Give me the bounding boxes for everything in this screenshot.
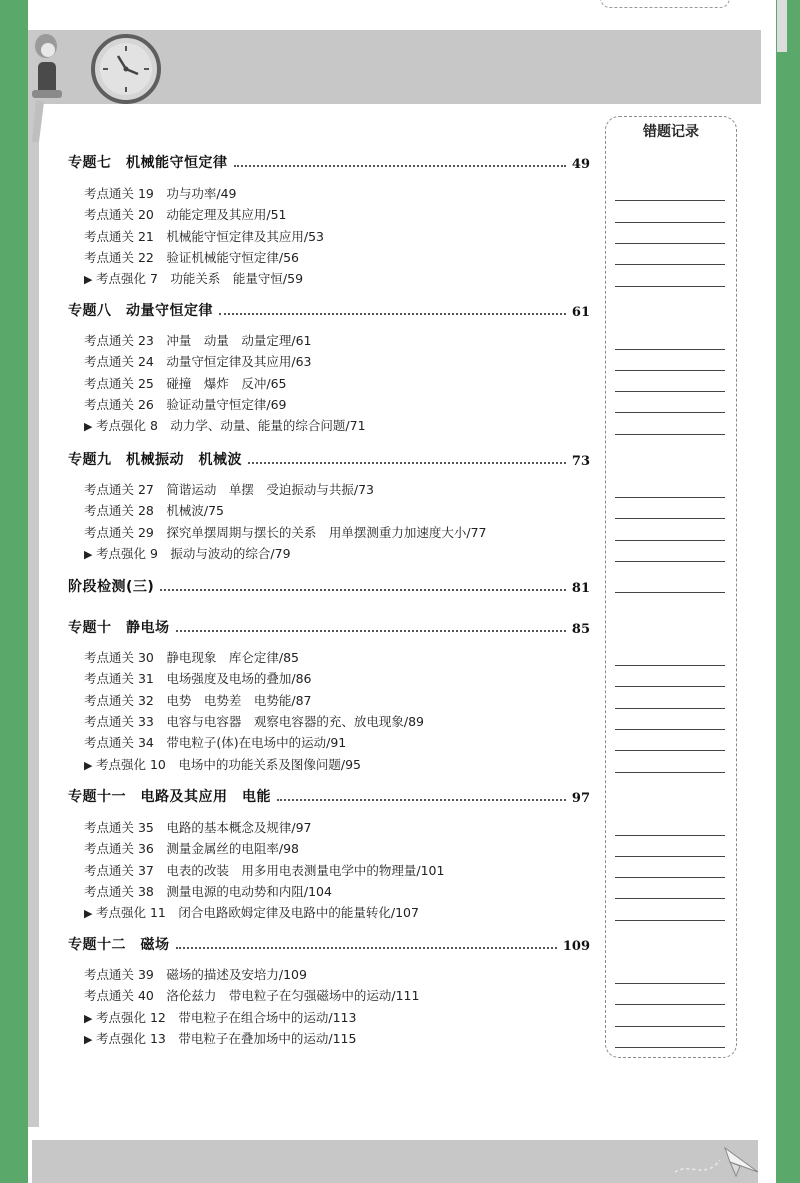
toc-entry-text: 考点通关 25 碰撞 爆炸 反冲/65 — [84, 375, 287, 391]
triangle-arrow-icon: ▶ — [84, 420, 93, 434]
error-record-line[interactable] — [615, 920, 725, 921]
toc-entry-text: 考点通关 21 机械能守恒定律及其应用/53 — [84, 228, 324, 244]
triangle-arrow-icon: ▶ — [84, 758, 93, 772]
error-record-line[interactable] — [615, 561, 725, 562]
chapter-page-number: 61 — [571, 305, 590, 320]
chapter-heading[interactable] — [68, 449, 590, 469]
error-record-line[interactable] — [615, 772, 725, 773]
dot-leader — [160, 589, 566, 591]
left-margin-bar — [28, 30, 39, 1127]
triangle-arrow-icon: ▶ — [84, 907, 93, 921]
dot-leader — [248, 462, 566, 464]
error-record-line[interactable] — [615, 222, 725, 223]
toc-entry[interactable] — [84, 1030, 356, 1048]
toc-entry-text: 考点通关 40 洛伦兹力 带电粒子在匀强磁场中的运动/111 — [84, 988, 420, 1004]
chapter-title: 专题十 静电场 — [68, 620, 170, 636]
toc-entry[interactable] — [84, 375, 287, 393]
chapter-heading[interactable] — [68, 152, 590, 172]
toc-entry-text: 考点通关 30 静电现象 库仑定律/85 — [84, 650, 299, 665]
footer-band — [32, 1140, 758, 1183]
toc-entry-text: 考点通关 23 冲量 动量 动量定理/61 — [84, 333, 312, 348]
error-record-line[interactable] — [615, 877, 725, 878]
toc-entry-text: 考点通关 38 测量电源的电动势和内阻/104 — [84, 883, 332, 899]
error-record-line[interactable] — [615, 370, 725, 371]
toc-entry-text: 考点强化 11 闭合电路欧姆定律及电路中的能量转化/107 — [96, 905, 419, 921]
error-record-line[interactable] — [615, 665, 725, 666]
toc-entry[interactable] — [84, 481, 374, 499]
chapter-title: 专题七 机械能守恒定律 — [68, 155, 228, 171]
error-record-line[interactable] — [615, 983, 725, 984]
chapter-title: 专题九 机械振动 机械波 — [68, 452, 242, 468]
triangle-arrow-icon: ▶ — [84, 1032, 93, 1046]
toc-entry[interactable] — [84, 396, 287, 414]
toc-entry-text: 考点通关 24 动量守恒定律及其应用/63 — [84, 354, 312, 370]
error-record-line[interactable] — [615, 1026, 725, 1027]
chapter-title: 阶段检测(三) — [68, 579, 155, 595]
error-record-line[interactable] — [615, 200, 725, 201]
toc-entry-text: 考点通关 19 功与功率/49 — [84, 186, 237, 201]
toc-entry[interactable] — [84, 270, 303, 288]
toc-entry[interactable] — [84, 228, 324, 246]
dot-leader — [176, 947, 557, 949]
toc-entry-text: 考点通关 33 电容与电容器 观察电容器的充、放电现象/89 — [84, 713, 424, 729]
toc-entry[interactable] — [84, 353, 312, 371]
chapter-page-number: 97 — [571, 791, 590, 806]
error-record-line[interactable] — [615, 750, 725, 751]
toc-entry[interactable] — [84, 904, 419, 922]
toc-entry[interactable] — [84, 862, 444, 880]
top-dashed-frame — [600, 0, 730, 8]
toc-entry[interactable] — [84, 883, 332, 901]
toc-entry-text: 考点通关 35 电路的基本概念及规律/97 — [84, 820, 312, 835]
paper-plane-icon — [670, 1140, 760, 1183]
toc-entry-text: 考点强化 8 动力学、动量、能量的综合问题/71 — [96, 418, 366, 434]
toc-entry-text: 考点强化 9 振动与波动的综合/79 — [96, 545, 291, 561]
triangle-arrow-icon: ▶ — [84, 273, 93, 287]
error-record-box — [605, 116, 737, 1058]
error-record-line[interactable] — [615, 434, 725, 435]
toc-entry[interactable] — [84, 649, 299, 667]
error-record-line[interactable] — [615, 686, 725, 687]
chapter-page-number: 109 — [562, 939, 590, 954]
toc-entry-text: 考点强化 7 功能关系 能量守恒/59 — [96, 271, 304, 287]
toc-entry[interactable] — [84, 819, 312, 837]
chapter-heading[interactable] — [68, 934, 590, 954]
toc-entry-text: 考点通关 31 电场强度及电场的叠加/86 — [84, 671, 312, 687]
toc-entry[interactable] — [84, 1009, 356, 1027]
chapter-title: 专题十一 电路及其应用 电能 — [68, 789, 271, 805]
toc-entry[interactable] — [84, 713, 424, 731]
error-record-line[interactable] — [615, 898, 725, 899]
error-record-line[interactable] — [615, 497, 725, 498]
chapter-title: 专题十二 磁场 — [68, 937, 170, 953]
error-record-line[interactable] — [615, 856, 725, 857]
girl-illustration-icon — [30, 30, 64, 150]
chapter-heading[interactable] — [68, 576, 590, 596]
chapter-heading[interactable] — [68, 300, 590, 320]
triangle-arrow-icon: ▶ — [84, 1011, 93, 1025]
error-record-line[interactable] — [615, 518, 725, 519]
toc-entry-text: 考点通关 26 验证动量守恒定律/69 — [84, 396, 287, 412]
toc-entry[interactable] — [84, 756, 361, 774]
error-record-line[interactable] — [615, 391, 725, 392]
chapter-heading[interactable] — [68, 617, 590, 637]
dot-leader — [277, 799, 566, 801]
toc-entry[interactable] — [84, 840, 299, 858]
toc-entry-text: 考点通关 29 探究单摆周期与摆长的关系 用单摆测重力加速度大小/77 — [84, 524, 487, 540]
error-record-line[interactable] — [615, 729, 725, 730]
error-record-line[interactable] — [615, 835, 725, 836]
toc-entry-text: 考点通关 28 机械波/75 — [84, 503, 224, 519]
chapter-page-number: 85 — [571, 622, 590, 637]
toc-entry[interactable] — [84, 987, 419, 1005]
toc-entry-text: 考点通关 32 电势 电势差 电势能/87 — [84, 692, 312, 708]
error-record-line[interactable] — [615, 286, 725, 287]
error-record-line[interactable] — [615, 592, 725, 593]
dot-leader — [234, 165, 566, 167]
toc-entry-text: 考点通关 37 电表的改装 用多用电表测量电学中的物理量/101 — [84, 862, 445, 878]
error-record-line[interactable] — [615, 540, 725, 541]
toc-entry[interactable] — [84, 670, 312, 688]
toc-entry[interactable] — [84, 502, 224, 520]
error-record-line[interactable] — [615, 264, 725, 265]
triangle-arrow-icon: ▶ — [84, 547, 93, 561]
toc-entry-text: 考点通关 22 验证机械能守恒定律/56 — [84, 249, 299, 265]
toc-entry-text: 考点通关 27 简谐运动 单摆 受迫振动与共振/73 — [84, 482, 374, 497]
toc-entry[interactable] — [84, 206, 287, 224]
toc-entry-text: 考点通关 20 动能定理及其应用/51 — [84, 207, 287, 223]
toc-entry[interactable] — [84, 249, 299, 267]
error-record-line[interactable] — [615, 412, 725, 413]
error-record-line[interactable] — [615, 1004, 725, 1005]
toc-entry[interactable] — [84, 545, 291, 563]
toc-entry-text: 考点强化 13 带电粒子在叠加场中的运动/115 — [96, 1030, 357, 1046]
toc-entry-text: 考点强化 10 电场中的功能关系及图像问题/95 — [96, 756, 361, 772]
toc-entry-text: 考点通关 34 带电粒子(体)在电场中的运动/91 — [84, 735, 347, 751]
toc-entry[interactable] — [84, 966, 307, 984]
dot-leader — [219, 313, 566, 315]
toc-entry[interactable] — [84, 185, 237, 203]
toc-entry[interactable] — [84, 692, 312, 710]
chapter-page-number: 73 — [571, 454, 590, 469]
error-record-line[interactable] — [615, 708, 725, 709]
toc-entry-text: 考点通关 39 磁场的描述及安培力/109 — [84, 967, 307, 982]
dot-leader — [176, 630, 566, 632]
chapter-heading[interactable] — [68, 786, 590, 806]
toc-entry[interactable] — [84, 734, 346, 752]
toc-entry[interactable] — [84, 417, 366, 435]
error-record-line[interactable] — [615, 349, 725, 350]
toc-entry-text: 考点强化 12 带电粒子在组合场中的运动/113 — [96, 1009, 357, 1025]
toc-entry[interactable] — [84, 524, 487, 542]
error-record-line[interactable] — [615, 243, 725, 244]
error-record-line[interactable] — [615, 1047, 725, 1048]
toc-entry-text: 考点通关 36 测量金属丝的电阻率/98 — [84, 841, 299, 857]
clock-icon — [88, 32, 164, 106]
toc-entry[interactable] — [84, 332, 312, 350]
error-record-title: 错题记录 — [643, 124, 699, 140]
chapter-page-number: 81 — [571, 581, 590, 596]
chapter-page-number: 49 — [571, 157, 590, 172]
chapter-title: 专题八 动量守恒定律 — [68, 303, 213, 319]
scrollbar-thumb[interactable] — [777, 0, 787, 52]
